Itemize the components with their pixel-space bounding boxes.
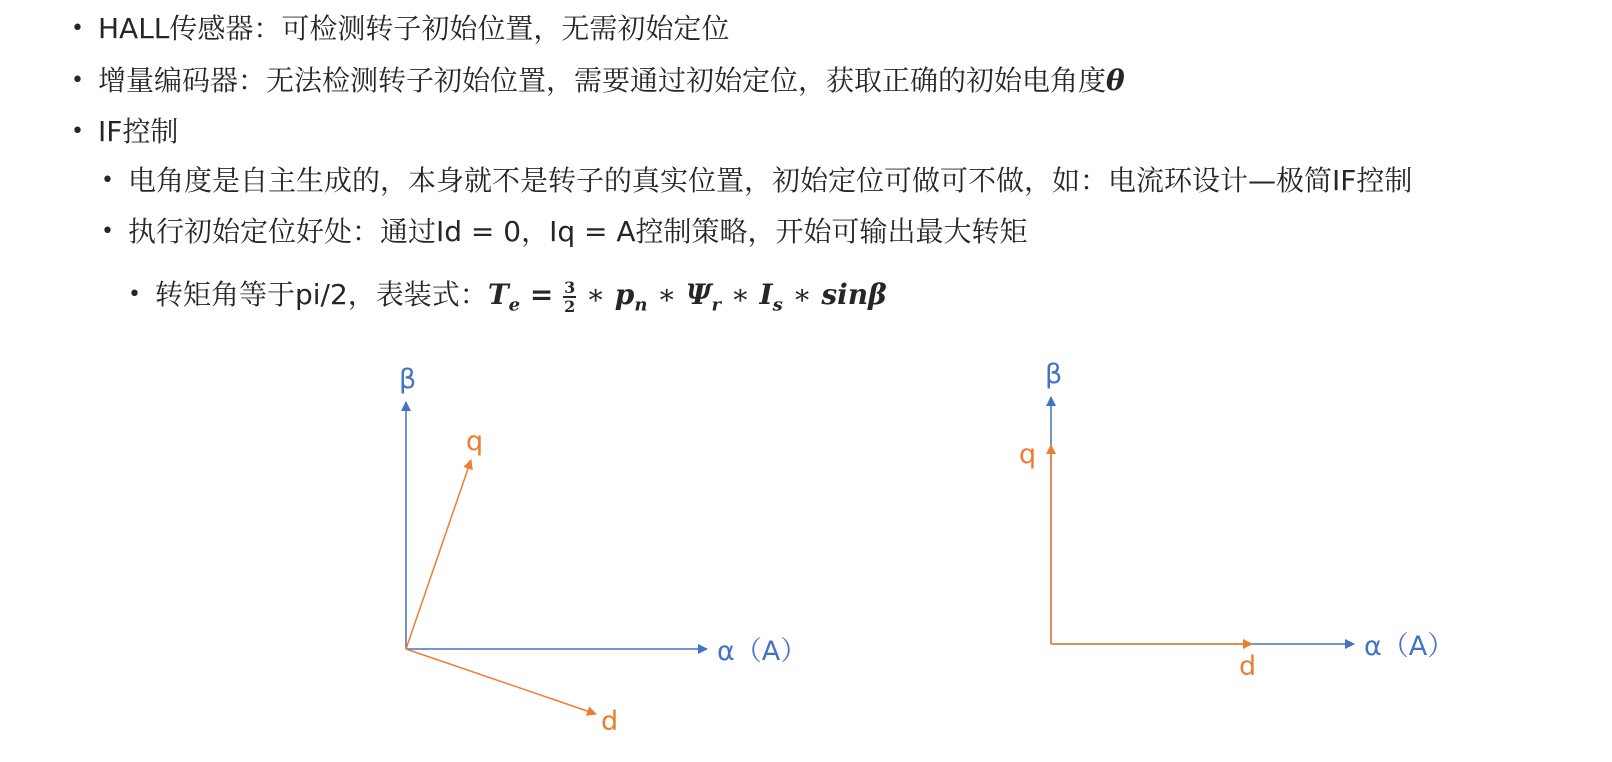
q-axis <box>406 460 471 649</box>
beta-label: β <box>1045 359 1063 390</box>
bullet-text: 增量编码器：无法检测转子初始位置，需要通过初始定位，获取正确的初始电角度 <box>98 64 1107 97</box>
right-diagram <box>1019 359 1454 682</box>
bullet-dot: • <box>71 16 84 41</box>
fraction: $\frac{3}{2}$ <box>564 277 576 316</box>
theta-symbol: θ <box>1106 64 1125 97</box>
bullet-dot: • <box>71 68 84 93</box>
alpha-label: α（A） <box>1364 631 1455 662</box>
bullet-text: 执行初始定位好处：通过Id = 0，Iq = A控制策略，开始可输出最大转矩 <box>128 215 1028 248</box>
bullet-text: HALL传感器：可检测转子初始位置，无需初始定位 <box>98 12 730 45</box>
bullet-text: 转矩角等于pi/2，表装式： <box>155 278 488 311</box>
q-label: q <box>466 426 484 457</box>
d-label: d <box>601 706 619 737</box>
d-label: d <box>1239 651 1257 682</box>
torque-formula: $T_e$ = $\frac{3}{2}$ ∗ $p_n$ ∗ $\Psi_r$ ∗ $I_s$ ∗ sinβ <box>487 277 887 316</box>
bullet-text: IF控制 <box>98 115 179 148</box>
bullet-dot: • <box>128 282 141 307</box>
bullet-dot: • <box>101 219 114 244</box>
d-axis <box>406 649 596 714</box>
beta-label: β <box>399 364 417 395</box>
alpha-label: α（A） <box>717 636 808 667</box>
bullet-dot: • <box>101 168 114 193</box>
q-label: q <box>1019 439 1037 470</box>
bullet-text: 电角度是自主生成的，本身就不是转子的真实位置，初始定位可做可不做，如：电流环设计—极简IF控制 <box>128 164 1413 197</box>
bullet-dot: • <box>71 119 84 144</box>
left-diagram <box>399 364 807 737</box>
